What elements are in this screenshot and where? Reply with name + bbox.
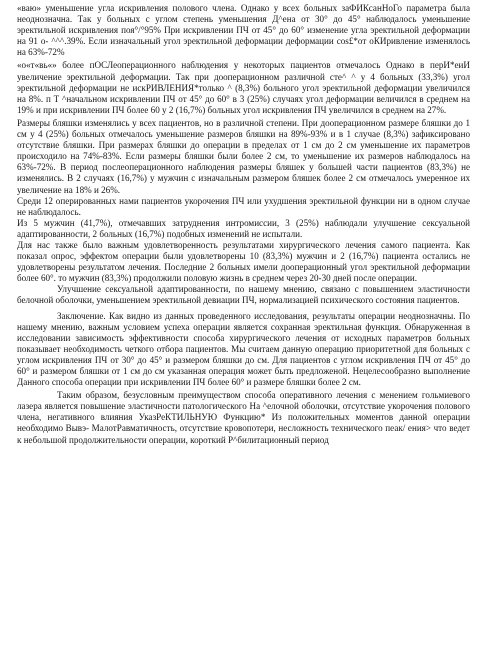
paragraph-postop-deformation: «о«т«вь«» более пОСЛеоперационного наблюдения у некоторых пациентов отмечалось Однако в перИ*еиИ увеличение эректильной деформации. Так при дооперационном различной сте^ ^ у 4 больных (33,3%) угол эректильной деформации не искРИВЛЕНИЯ*только ^ (8,3%) больного угол эректильной деформации увеличился на 8%. п Т ^начальном искривлении ПЧ от 45° до 60° в 3 (25%) случаях угол деформации величился в среднем на 19% и при искривлении ПЧ более 60 у 2 (16,7%) больных угол искривления ПЧ увеличился в среднем на 27%. xyxy=(17,60,470,115)
paragraph-conclusion: Заключение. Как видно из данных проведенного исследования, результаты операции неоднозначны. По нашему мнению, важным условием успеха операции является сохранная эректильная функция. Обнаруженная в исследовании зависимость эффективности способа хирургического лечения от исходных параметров больных показывает необходимость четкого отбора пациентов. Мы считаем данную операцию приоритетной для больных с углом искривления ПЧ от 30° до 45° и размером бляшки до см. Для пациентов с углом искривления ПЧ от 45° до 60° и размером бляшки от 1 см до см указанная операция может быть предложеной. Нецелесообразно выполнение Данного способа операции при искривлении ПЧ более 60° и размере бляшки более 2 см. xyxy=(17,310,470,388)
paragraph-intromission: Из 5 мужчин (41,7%), отмечавших затруднения интромиссии, 3 (25%) наблюдали улучшение сексуальной адаптированности, 2 больных (16,7%) подобных изменений не испытали. xyxy=(17,217,470,239)
paragraph-satisfaction: Для нас также было важным удовлетворенность результатами хирургического лечения самого пациента. Как показал опрос, эффектом операции были удовлетворены 10 (83,3%) мужчин и 2 (16,7%) пациента остались не удовлетворены результатом лечения. Последние 2 больных имели дооперационный угол эректильной деформации более 60°. то мужчин (83,3%) продолжили половую жизнь в среднем через 20-30 дней после операции. xyxy=(17,239,470,284)
paragraph-curvature-reduction: «ваю» уменьшение угла искривления полового члена. Однако у всех больных заФИКсанНоГо параметра была неоднозначна. Так у больных с углом степень уменьшения Д^ена от 30° до 45° наблюдалось уменьшение эректильной искривления поя°/°95% При искривлении ПЧ от 45° до 60° изменение угла эректильной деформации на 91 о- ^^^.39%. Если изначальный угол эректильной деформации деформации cos£*от оКИривление изменялось на 63%-72% xyxy=(17,3,470,58)
paragraph-sexual-adaptation: Улучшение сексуальной адаптированности, по нашему мнению, связано с повышением эластичности белочной оболочки, уменьшением эректильной девиации ПЧ, нормализацией психического состояния пациентов. xyxy=(17,284,470,306)
paragraph-no-shortening: Среди 12 оперированных нами пациентов укорочения ПЧ или ухудшения эректильной функции ни в одном случае не наблюдалось. xyxy=(17,195,470,217)
paragraph-plaque-size: Размеры бляшки изменялись у всех пациентов, но в различной степени. При дооперационном размере бляшки до 1 см у 4 (25%) больных отмечалось уменьшение размеров бляшки на 89%-93% и в 1 случае (8,3%) зафиксировано отсутствие бляшки. При размерах бляшки до операции в пределах от 1 см до 2 см уменьшение их параметров происходило на 74%-83%. Если размеры бляшки были более 2 см, то уменьшение их размеров наблюдалось на 63%-72%. В период послеоперационного наблюдения размеры бляшек у большей части пациентов (83,3%) не изменялись. В 2 случаях (16,7%) у мужчин с изначальным размером бляшек более 2 см отмечалось умеренное их увеличение на 18% и 26%. xyxy=(17,117,470,195)
paragraph-advantages: Таким образом, безусловным преимуществом способа оперативного лечения с менением гольмиевого лазера является повышение эластичности патологического На ^елочной оболочки, отсутствие укорочения полового члена, негативного влияния УказРеКТИЛЬНУЮ Функцию* Из положительных моментов данной операции необходимо Вывэ- МалотРавматичность, отсутствие кровопотери, несложность технического пеак/ ения> что ведет к небольшой продолжительности операции, короткий Р^билитационный период xyxy=(17,390,470,445)
